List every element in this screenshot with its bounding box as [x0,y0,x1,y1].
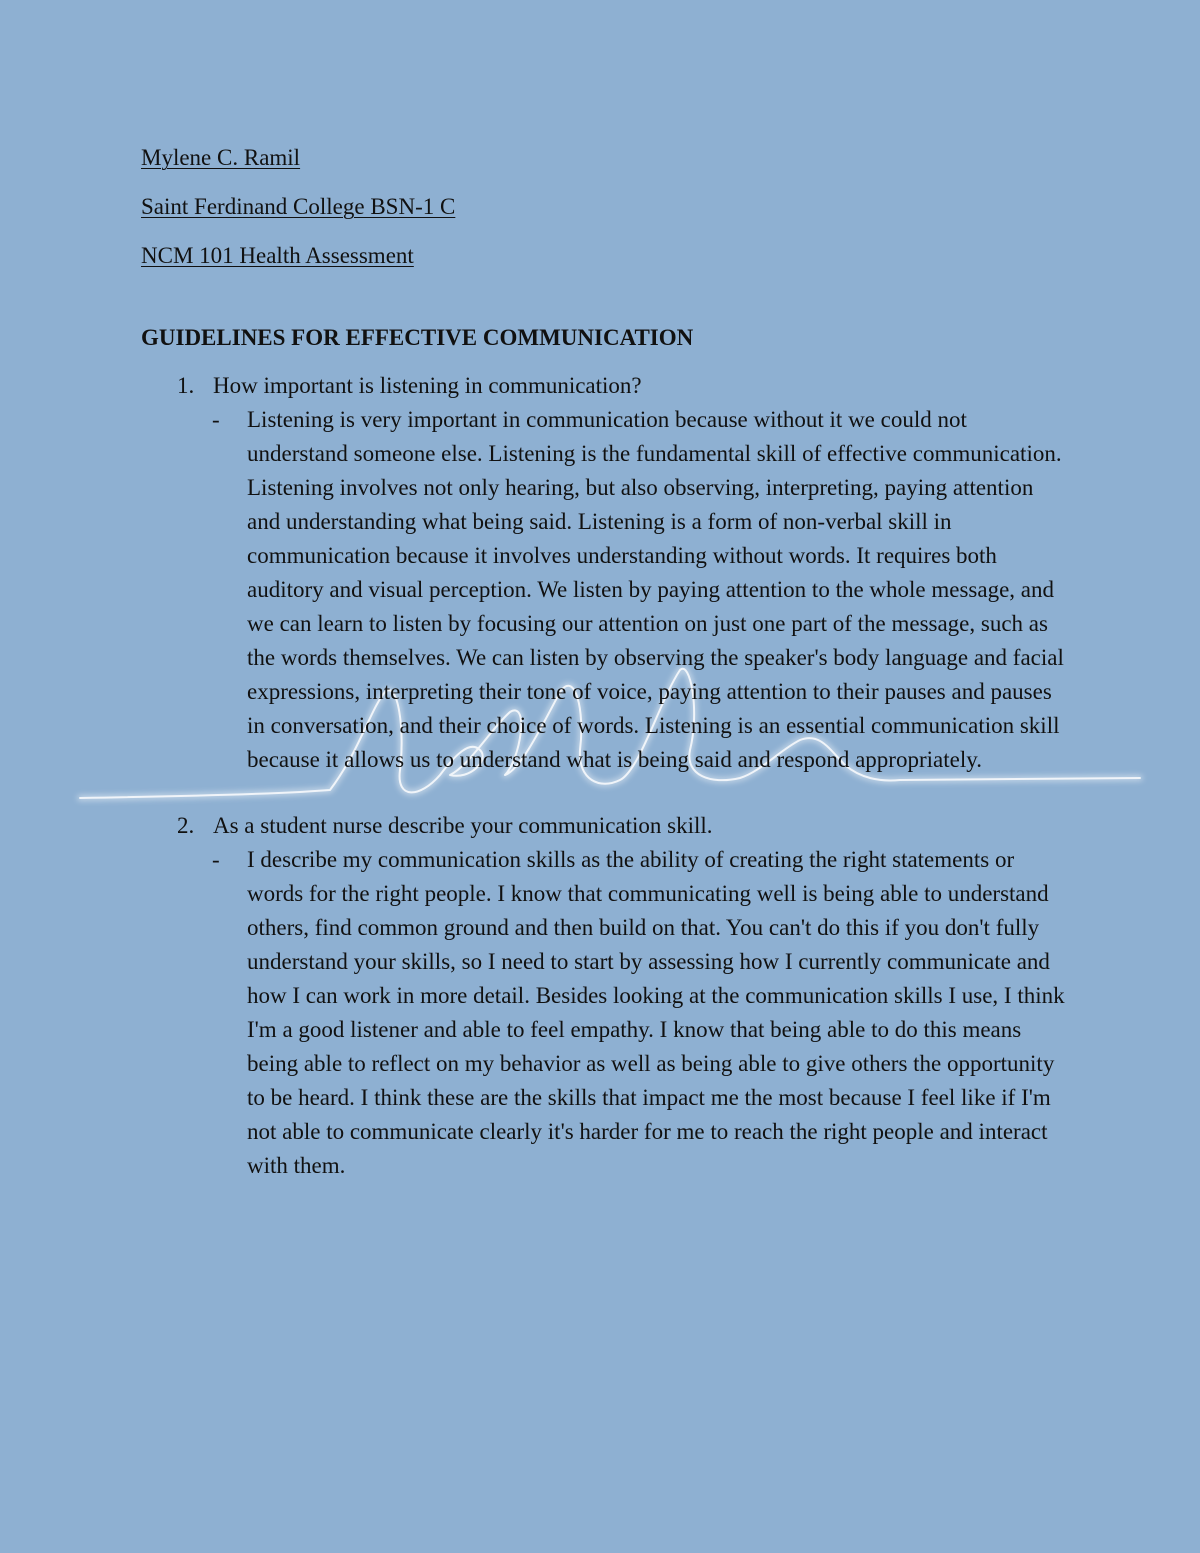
document-content [141,141,1071,1183]
answer-text: I describe my communication skills as the ability of creating the right statements or words for the right people. I know that communicating well is being able to understand others, find common ground and then build on that. You can't do this if you don't fully understand your skills, so I need to start by assessing how I currently communicate and how I can work in more detail. Besides looking at the communication skills I use, I think I'm a good listener and able to feel empathy. I know that being able to do this means being able to reflect on my behavior as well as being able to give others the opportunity to be heard. I think these are the skills that impact me the most because I feel like if I'm not able to communicate clearly it's harder for me to reach the right people and interact with them. [247,847,1065,1178]
school-name: Saint Ferdinand College BSN-1 C [141,194,456,219]
question-item [141,369,1071,403]
question-text: How important is listening in communication? [213,373,642,398]
question-item [141,809,1071,843]
question-number: 2. [177,813,195,838]
section-spacer [141,777,1071,809]
answer-paragraph [141,843,1071,1183]
answer-bullet: - [212,407,220,432]
document-title: GUIDELINES FOR EFFECTIVE COMMUNICATION [141,325,694,350]
author-name: Mylene C. Ramil [141,145,301,170]
question-text: As a student nurse describe your communication skill. [213,813,713,838]
answer-bullet: - [212,847,220,872]
answer-paragraph [141,403,1071,777]
course-name: NCM 101 Health Assessment [141,243,414,268]
question-number: 1. [177,373,195,398]
answer-text: Listening is very important in communication because without it we could not understand someone else. Listening is the fundamental skill of effective communication. Listening involves not only hearing, but also observing, interpreting, paying attention and understanding what being said. Listening is a form of non-verbal skill in communication because it involves understanding without words. It requires both auditory and visual perception. We listen by paying attention to the whole message, and we can learn to listen by focusing our attention on just one part of the message, such as the words themselves. We can listen by observing the speaker's body language and facial expressions, interpreting their tone of voice, paying attention to their pauses and pauses in conversation, and their choice of words. Listening is an essential communication skill because it allows us to understand what is being said and respond appropriately. [247,407,1064,772]
